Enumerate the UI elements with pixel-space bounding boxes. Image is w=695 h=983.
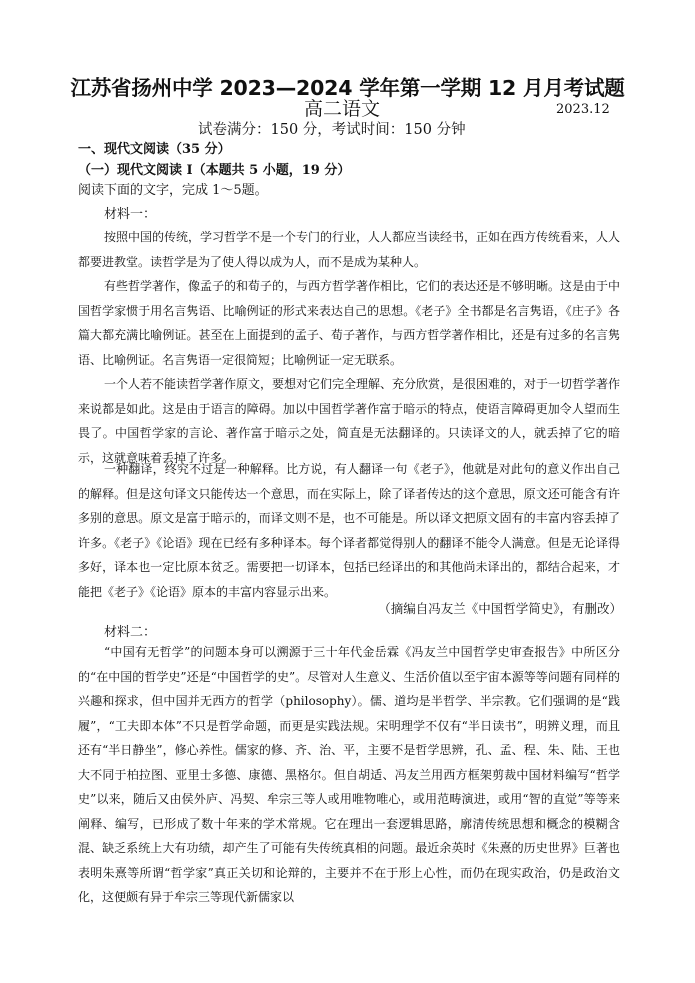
material2-paragraph: “中国有无哲学”的问题本身可以溯源于三十年代金岳霖《冯友兰中国哲学史审查报告》中所区分的“在中国的哲学史”还是“中国哲学的史”。尽管对人生意义、生活价值以至宇宙本源等等问题有同样的兴趣和探求，但中国并无西方的哲学（philosophy）。儒、道均是半哲学、半宗教。它们强调的是“践履”，“工夫即本体”不只是哲学命题，而更是实践法规。宋明理学不仅有“半日读书”，明辨义理，而且还有“半日静坐”，修心养性。儒家的修、齐、治、平，主要不是哲学思辨，孔、孟、程、朱、陆、王也大不同于柏拉图、亚里士多德、康德、黑格尔。但自胡适、冯友兰用西方框架剪裁中国材料编写“哲学史”以来，随后又由侯外庐、冯契、牟宗三等人或用唯物唯心，或用范畴演进，或用“智的直觉”等等来阐释、编写，已形成了数十年来的学术常规。它在理出一套逻辑思路，廓清传统思想和概念的模糊含混、缺乏系统上大有功绩，却产生了可能有失传统真相的问题。最近余英时《朱熹的历史世界》巨著也表明朱熹等所谓“哲学家”真正关切和论辩的，主要并不在于形上心性，而仍在现实政治，仍是政治文化，这便颇有异于牟宗三等现代新儒家以 (78, 645, 620, 904)
exam-info: 试卷满分：150 分，考试时间：150 分钟 (198, 122, 466, 138)
exam-title: 江苏省扬州中学 2023—2024 学年第一学期 12 月月考试题 (70, 76, 625, 100)
material1-paragraph: 一种翻译，终究不过是一种解释。比方说，有人翻译一句《老子》，他就是对此句的意义作出自己的解释。但是这句译文只能传达一个意思，而在实际上，除了译者传达的这个意思，原文还可能含有许多别的意思。原文是富于暗示的，而译文则不是，也不可能是。所以译文把原文固有的丰富内容丢掉了许多。《老子》《论语》现在已经有多种译本。每个译者都觉得别人的翻译不能令人满意。但是无论译得多好，译本也一定比原本贫乏。需要把一切译本，包括已经译出的和其他尚未译出的，都结合起来，才能把《老子》《论语》原本的丰富内容显示出来。 (78, 462, 620, 599)
subject-name: 高二语文 (304, 98, 381, 120)
section-heading: 一、现代文阅读（35 分） (78, 142, 231, 157)
exam-date: 2023.12 (556, 102, 610, 117)
material1-paragraph: 有些哲学著作，像孟子的和荀子的，与西方哲学著作相比，它们的表达还是不够明晰。这是由于中国哲学家惯于用名言隽语、比喻例证的形式来表达自己的思想。《老子》全书都是名言隽语，《庄子》各篇大都充满比喻例证。甚至在上面提到的孟子、荀子著作，与西方哲学著作相比，还是有过多的名言隽语、比喻例证。名言隽语一定很简短；比喻例证一定无联系。 (78, 279, 621, 367)
material1-source: （摘编自冯友兰《中国哲学简史》，有删改） (378, 601, 622, 616)
material1-label: 材料一： (104, 207, 157, 222)
material2-label: 材料二： (104, 625, 157, 640)
material1-paragraph: 按照中国的传统，学习哲学不是一个专门的行业，人人都应当读经书，正如在西方传统看来，人人都要进教堂。读哲学是为了使人得以成为人，而不是成为某种人。 (78, 230, 621, 269)
section-instruction: 阅读下面的文字，完成 1～5题。 (78, 183, 268, 198)
section-subheading: （一）现代文阅读 Ⅰ（本题共 5 小题，19 分） (78, 163, 351, 178)
material1-paragraph: 一个人若不能读哲学著作原文，要想对它们完全理解、充分欣赏，是很困难的，对于一切哲学著作来说都是如此。这是由于语言的障碍。加以中国哲学著作富于暗示的特点，使语言障碍更加令人望而生畏了。中国哲学家的言论、著作富于暗示之处，简直是无法翻译的。只读译文的人，就丢掉了它的暗示，这就意味着丢掉了许多。 (78, 377, 621, 465)
